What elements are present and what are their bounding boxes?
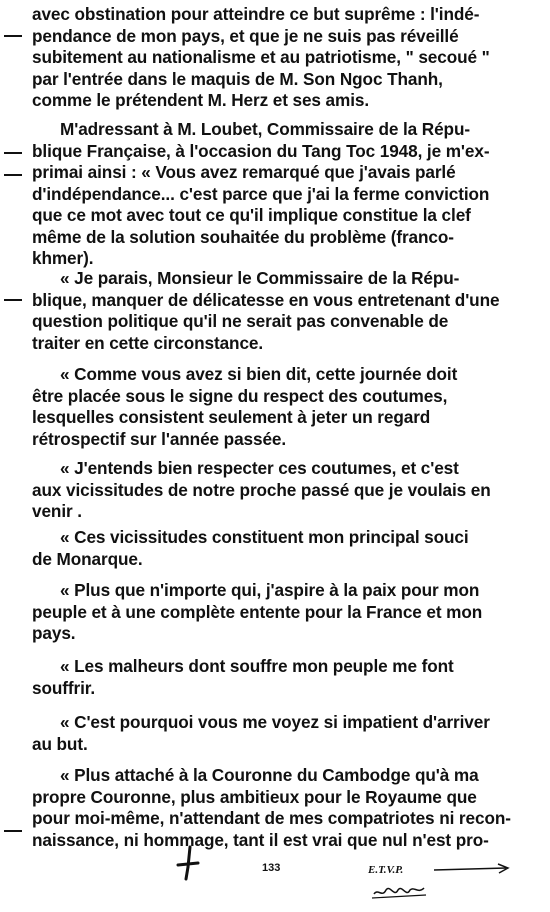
text-line: « C'est pourquoi vous me voyez si impatient d'arriver	[60, 712, 490, 732]
text-line: « Les malheurs dont souffre mon peuple me font	[60, 656, 454, 676]
paragraph-9	[32, 712, 532, 755]
margin-dash-mark	[4, 35, 22, 37]
text-line: rétrospectif sur l'année passée.	[32, 428, 287, 449]
text-line: être placée sous le signe du respect des coutumes,	[32, 385, 448, 406]
text-line: que ce mot avec tout ce qu'il implique constitue la clef	[32, 205, 471, 225]
text-line: aux vicissitudes de notre proche passé que je voulais en	[32, 479, 491, 500]
text-line: d'indépendance... c'est parce que j'ai la ferme conviction	[32, 183, 490, 204]
text-line: avec obstination pour atteindre ce but suprême : l'indé-	[32, 4, 480, 24]
margin-dash-mark	[4, 152, 22, 154]
margin-dash-mark	[4, 830, 22, 832]
text-line: « Plus que n'importe qui, j'aspire à la paix pour mon	[60, 580, 480, 600]
text-line: traiter en cette circonstance.	[32, 332, 264, 353]
text-line: « Je parais, Monsieur le Commissaire de la Répu-	[60, 268, 460, 288]
text-line: propre Couronne, plus ambitieux pour le Royaume que	[32, 786, 477, 807]
text-line: « Plus attaché à la Couronne du Cambodge qu'à ma	[60, 765, 479, 785]
paragraph-8	[32, 656, 532, 699]
margin-dash-mark	[4, 174, 22, 176]
text-line: venir .	[32, 501, 82, 521]
text-line: naissance, ni hommage, tant il est vrai que nul n'est pro-	[32, 829, 489, 850]
paragraph-4	[32, 364, 532, 450]
text-line: « Comme vous avez si bien dit, cette journée doit	[60, 364, 458, 384]
text-line: peuple et à une complète entente pour la France et mon	[32, 601, 483, 622]
text-line: « J'entends bien respecter ces coutumes, et c'est	[60, 458, 459, 478]
text-line: lesquelles consistent seulement à jeter un regard	[32, 407, 431, 427]
paragraph-10	[32, 765, 532, 851]
text-line: pour moi-même, n'attendant de mes compatriotes ni recon-	[32, 808, 511, 828]
text-line: question politique qu'il ne serait pas convenable de	[32, 311, 449, 331]
paragraph-5	[32, 458, 532, 523]
paragraph-3	[32, 268, 532, 354]
text-line: M'adressant à M. Loubet, Commissaire de la Répu-	[60, 119, 470, 139]
text-line: comme le prétendent M. Herz et ses amis.	[32, 90, 370, 110]
text-line: même de la solution souhaitée du problème (franco-	[32, 226, 454, 247]
text-line: pendance de mon pays, et que je ne suis pas réveillé	[32, 25, 459, 46]
footer-initials	[368, 860, 403, 878]
page-number: 133	[262, 862, 281, 874]
text-line: blique Française, à l'occasion du Tang Toc 1948, je m'ex-	[32, 140, 490, 161]
text-line: pays.	[32, 623, 76, 643]
text-line: blique, manquer de délicatesse en vous entretenant d'une	[32, 289, 500, 310]
initials-text: E.T.V.P.	[368, 864, 404, 876]
handwritten-mark-icon	[172, 845, 202, 886]
text-line: souffrir.	[32, 677, 96, 698]
text-line: par l'entrée dans le maquis de M. Son Ngoc Thanh,	[32, 68, 443, 89]
text-line: primai ainsi : « Vous avez remarqué que j'avais parlé	[32, 162, 456, 182]
margin-dash-mark	[4, 299, 22, 301]
paragraph-7	[32, 580, 532, 645]
text-line: khmer).	[32, 248, 94, 268]
paragraph-1	[32, 4, 532, 112]
text-line: au but.	[32, 733, 88, 754]
handwritten-signature-icon	[370, 880, 430, 907]
paragraph-2	[32, 119, 532, 270]
arrow-right-icon	[432, 862, 512, 881]
text-line: subitement au nationalisme et au patriotisme, " secoué "	[32, 47, 490, 67]
text-line: « Ces vicissitudes constituent mon principal souci	[60, 527, 469, 547]
text-line: de Monarque.	[32, 548, 143, 569]
paragraph-6	[32, 527, 532, 570]
